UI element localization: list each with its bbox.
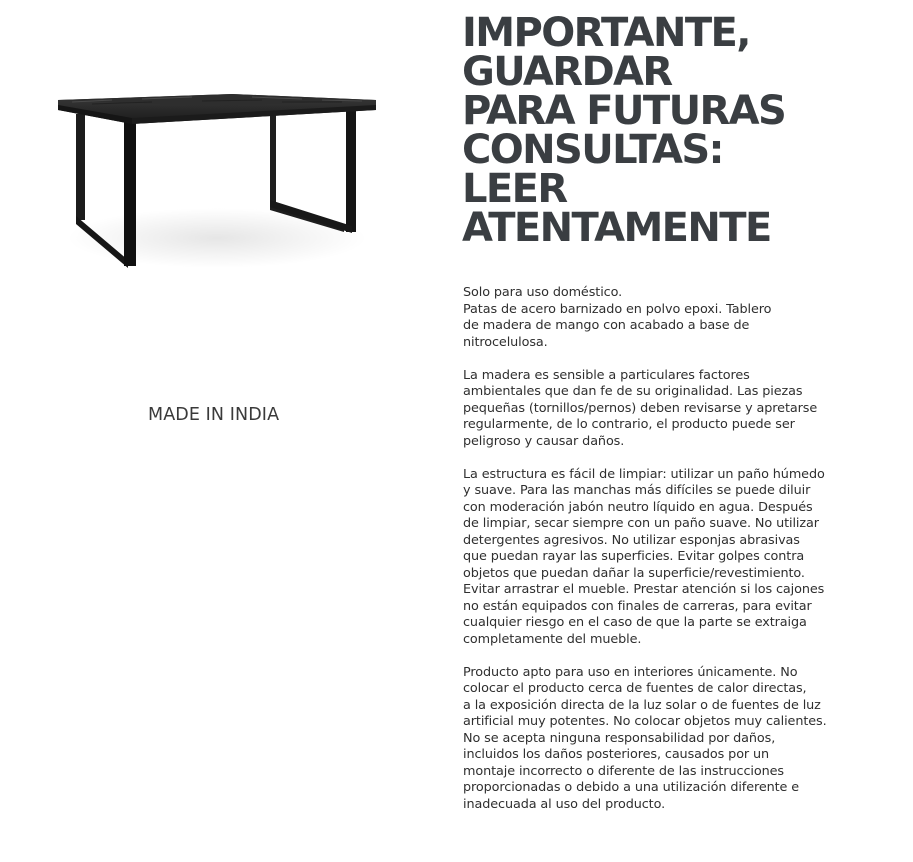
text-line: Solo para uso doméstico. xyxy=(463,285,623,300)
headline-line: LEER xyxy=(462,166,567,212)
paragraph-usage xyxy=(463,285,883,351)
text-line: inadecuada al uso del producto. xyxy=(463,796,666,812)
text-line: que puedan rayar las superficies. Evitar golpes contra xyxy=(463,549,805,564)
text-line: La estructura es fácil de limpiar: utilizar un paño húmedo xyxy=(463,466,825,482)
text-line: nitrocelulosa. xyxy=(463,334,548,350)
text-line: artificial muy potentes. No colocar objetos muy calientes. xyxy=(463,714,827,729)
headline-line: CONSULTAS: xyxy=(462,127,723,173)
text-line: no están equipados con finales de carreras, para evitar xyxy=(463,598,812,614)
headline-line: GUARDAR xyxy=(462,49,672,95)
text-line: de limpiar, secar siempre con un paño suave. No utilizar xyxy=(463,516,819,531)
text-line: La madera es sensible a particulares factores xyxy=(463,367,750,383)
paragraph-indoor-use xyxy=(463,665,883,814)
text-line: ambientales que dan fe de su originalidad. Las piezas xyxy=(463,384,803,399)
text-line: Evitar arrastrar el mueble. Prestar atención si los cajones xyxy=(463,582,825,597)
text-line: No se acepta ninguna responsabilidad por daños, xyxy=(463,730,776,746)
text-line: Patas de acero barnizado en polvo epoxi. Tablero xyxy=(463,301,772,317)
text-line: objetos que puedan dañar la superficie/revestimiento. xyxy=(463,565,805,581)
text-line: detergentes agresivos. No utilizar esponjas abrasivas xyxy=(463,532,800,548)
origin-label: MADE IN INDIA xyxy=(148,405,280,425)
headline-line: PARA FUTURAS xyxy=(462,88,786,134)
text-line: completamente del mueble. xyxy=(463,631,642,647)
text-line: peligroso y causar daños. xyxy=(463,433,625,449)
text-line: pequeñas (tornillos/pernos) deben revisarse y apretarse xyxy=(463,400,818,416)
text-line: y suave. Para las manchas más difíciles se puede diluir xyxy=(463,483,811,498)
text-line: Producto apto para uso en interiores únicamente. No xyxy=(463,664,798,680)
headline-line: ATENTAMENTE xyxy=(462,205,771,251)
paragraph-wood-care xyxy=(463,368,883,451)
paragraph-cleaning xyxy=(463,467,883,649)
text-line: a la exposición directa de la luz solar o de fuentes de luz xyxy=(463,697,821,713)
text-line: colocar el producto cerca de fuentes de calor directas, xyxy=(463,681,807,696)
text-line: incluidos los daños posteriores, causados por un xyxy=(463,747,770,762)
headline-line: IMPORTANTE, xyxy=(462,10,750,56)
instructions-body xyxy=(463,285,883,830)
text-line: de madera de mango con acabado a base de xyxy=(463,318,750,333)
text-line: proporcionadas o debido a una utilización diferente e xyxy=(463,780,800,795)
text-line: montaje incorrecto o diferente de las instrucciones xyxy=(463,763,784,779)
headline xyxy=(462,10,892,251)
text-line: con moderación jabón neutro líquido en agua. Después xyxy=(463,499,813,515)
table-illustration xyxy=(52,88,382,278)
text-line: cualquier riesgo en el caso de que la parte se extraiga xyxy=(463,615,807,630)
text-line: regularmente, de lo contrario, el producto puede ser xyxy=(463,417,795,432)
